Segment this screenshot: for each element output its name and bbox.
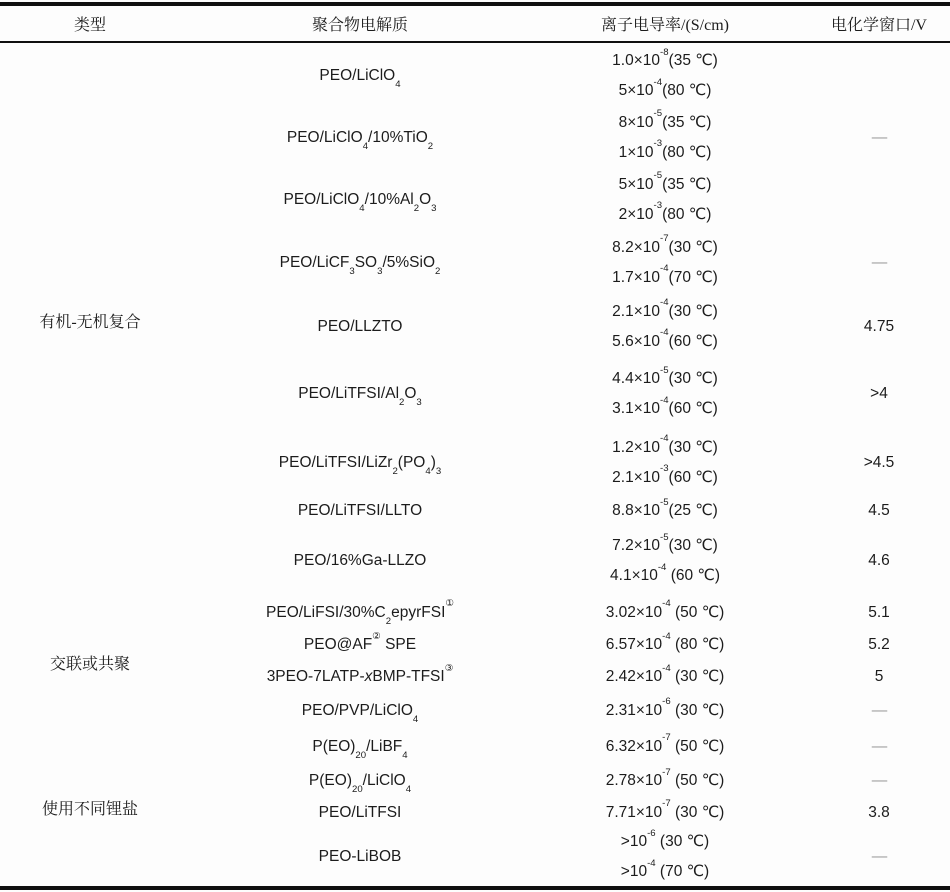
- conductivity-line: $5\times 10^{-5}(35$ ℃): [618, 170, 712, 193]
- conductivity-line: $8.8\times 10^{-5}(25$ ℃): [612, 496, 718, 519]
- conductivity-cell: [540, 108, 790, 168]
- table-row: [180, 168, 950, 231]
- header-divider-rule: [0, 41, 950, 43]
- polymer-name: PEO/LiClO$_4$: [319, 67, 401, 91]
- header-type: 类型: [73, 17, 106, 34]
- conductivity-line: $2.78\times 10^{-7}$ (50 ℃): [605, 766, 725, 789]
- polymer-name: PEO/LiClO$_4$/10%TiO$_2$: [286, 128, 434, 152]
- polymer-name: PEO/LiTFSI/LLTO: [297, 502, 423, 519]
- table-body: [0, 45, 950, 886]
- window-value: —: [871, 128, 887, 146]
- polymer-name: $P(EO)_{20}/LiBF_4$: [312, 737, 408, 761]
- table-row: [180, 359, 950, 429]
- window-value: >4.5: [863, 453, 895, 471]
- type-group: [0, 45, 950, 596]
- conductivity-line: $1.2\times 10^{-4}(30$ ℃): [612, 433, 718, 456]
- polymer-name: 3PEO-7LATP-xBMP-TFSI③: [266, 662, 454, 685]
- conductivity-line: $1.0\times 10^{-8}(35$ ℃): [612, 46, 718, 69]
- conductivity-cell: [540, 827, 790, 887]
- type-label: 交联或共聚: [49, 655, 130, 673]
- polymer-name: PEO/$LiTFSI/Al_2O_3$: [298, 385, 422, 409]
- table-row: [180, 294, 950, 359]
- polymer-name: PEO@AF② SPE: [303, 630, 417, 653]
- table-bottom-rule: [0, 886, 950, 890]
- conductivity-line: $2.31\times 10^{-6}$ (30 ℃): [605, 696, 725, 719]
- header-ionic-conductivity: 离子电导率/(S/cm): [601, 17, 729, 34]
- table-row: [180, 661, 950, 693]
- conductivity-cell: [540, 798, 790, 828]
- polymer-name: PEO/$LiCF_3SO_3/5\%SiO_2$: [279, 253, 441, 277]
- conductivity-line: $2.1\times 10^{-3}(60$ ℃): [612, 463, 718, 486]
- conductivity-line: $4.4\times 10^{-5}(30$ ℃): [612, 364, 718, 387]
- table-row: [180, 693, 950, 728]
- conductivity-cell: [540, 531, 790, 591]
- table-header-row: [0, 6, 950, 41]
- window-value: >4: [870, 385, 888, 402]
- conductivity-line: $1.7\times 10^{-4}(70$ ℃): [612, 263, 718, 286]
- conductivity-cell: [540, 732, 790, 762]
- window-value: 4.75: [863, 317, 895, 335]
- conductivity-line: $>10^{-4}$ (70 ℃): [620, 857, 710, 880]
- conductivity-line: $1\times 10^{-3}(80$ ℃): [618, 138, 712, 161]
- conductivity-line: $3.1\times 10^{-4}(60$ ℃): [612, 394, 718, 417]
- conductivity-line: $6.57\times 10^{-4}$ (80 ℃): [605, 630, 725, 653]
- window-value: 4.5: [868, 502, 890, 519]
- header-electrochemical-window: 电化学窗口/V: [830, 17, 927, 34]
- conductivity-cell: [540, 46, 790, 106]
- conductivity-line: $7.2\times 10^{-5}(30$ ℃): [612, 531, 718, 554]
- window-value: 4.6: [868, 552, 890, 569]
- window-value: —: [871, 737, 887, 755]
- conductivity-line: $5\times 10^{-4}(80$ ℃): [618, 76, 712, 99]
- conductivity-line: $8.2\times 10^{-7}(30$ ℃): [612, 233, 718, 256]
- table-row: [180, 496, 950, 526]
- group-rows: [180, 596, 950, 728]
- conductivity-line: $5.6\times 10^{-4}(60$ ℃): [612, 327, 718, 350]
- conductivity-cell: [540, 364, 790, 424]
- table-row: [180, 526, 950, 596]
- polymer-name: PEO/LiTFSI: [318, 803, 402, 821]
- type-group: [0, 596, 950, 728]
- window-value: 5.1: [868, 603, 890, 621]
- window-value: —: [871, 848, 887, 865]
- polymer-name: PEO/PVP/LiClO$_4$: [301, 701, 419, 725]
- conductivity-line: $2.42\times 10^{-4}$ (30 ℃): [605, 662, 725, 685]
- type-cell: [0, 728, 180, 886]
- window-value: 5.2: [868, 636, 890, 653]
- window-value: 5: [874, 668, 884, 685]
- conductivity-line: $2.1\times 10^{-4}(30$ ℃): [612, 297, 718, 320]
- window-value: —: [871, 253, 887, 271]
- table-row: [180, 596, 950, 629]
- type-group: [0, 728, 950, 886]
- type-label: 有机-无机复合: [39, 314, 141, 331]
- window-value: —: [871, 772, 887, 789]
- table-row: [180, 728, 950, 765]
- table-row: [180, 828, 950, 886]
- table-row: [180, 629, 950, 661]
- polymer-name: PEO/$LiFSI/30\%C_2epyrFSI^①$: [266, 598, 454, 627]
- table-row: [180, 107, 950, 168]
- conductivity-line: $4.1\times 10^{-4}$ (60 ℃): [610, 561, 720, 584]
- type-cell: [0, 45, 180, 596]
- polymer-name: PEO/$LiTFSI/LiZr_2(PO_4)_3$: [278, 453, 442, 477]
- window-value: 3.8: [868, 803, 890, 821]
- polymer-name: PEO/LLZTO: [317, 317, 403, 335]
- conductivity-line: $7.71\times 10^{-7}$ (30 ℃): [605, 798, 725, 821]
- conductivity-cell: [540, 233, 790, 293]
- type-cell: [0, 596, 180, 728]
- conductivity-line: $2\times 10^{-3}(80$ ℃): [618, 200, 712, 223]
- table-row: [180, 765, 950, 797]
- polymer-name: PEO/16%Ga-LLZO: [293, 552, 427, 569]
- group-rows: [180, 728, 950, 886]
- conductivity-line: $8\times 10^{-5}(35$ ℃): [618, 108, 712, 131]
- conductivity-line: $6.32\times 10^{-7}$ (50 ℃): [605, 732, 725, 755]
- conductivity-cell: [540, 496, 790, 526]
- window-value: —: [871, 701, 887, 719]
- table-row: [180, 429, 950, 496]
- conductivity-line: $3.02\times 10^{-4}$ (50 ℃): [605, 598, 725, 621]
- conductivity-cell: [540, 662, 790, 692]
- table-row: [180, 797, 950, 828]
- conductivity-line: $>10^{-6}$ (30 ℃): [620, 827, 710, 850]
- conductivity-cell: [540, 170, 790, 230]
- polymer-name: $P(EO)_{20}/LiClO_4$: [308, 772, 412, 796]
- conductivity-cell: [540, 598, 790, 628]
- conductivity-cell: [540, 766, 790, 796]
- header-polymer-electrolyte: 聚合物电解质: [311, 17, 408, 34]
- conductivity-cell: [540, 630, 790, 660]
- conductivity-cell: [540, 297, 790, 357]
- polymer-name: PEO/$LiClO_4/10\%Al_2O_3$: [283, 190, 437, 214]
- table-row: [180, 231, 950, 294]
- table-row: [180, 45, 950, 107]
- polymer-name: PEO-LiBOB: [318, 848, 402, 865]
- conductivity-cell: [540, 696, 790, 726]
- group-rows: [180, 45, 950, 596]
- type-label: 使用不同锂盐: [41, 800, 138, 818]
- conductivity-cell: [540, 433, 790, 493]
